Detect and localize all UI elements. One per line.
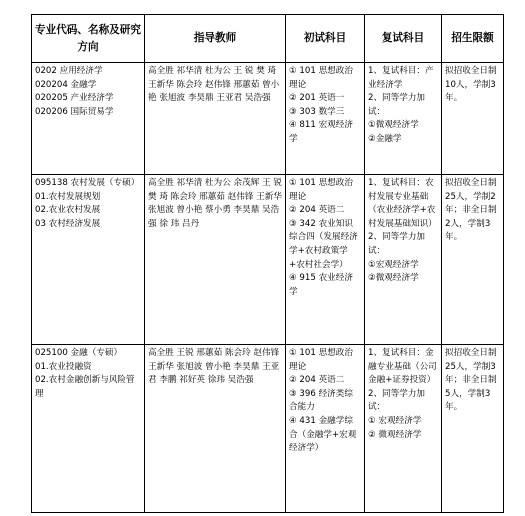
cell-major: 095138 农村发展（专硕） 01.农村发展规划 02.农业农村发展 03 农村经济发展 <box>32 175 145 345</box>
cell-supervisors: 高全胜 祁华清 杜为公 王 锐 樊 琦 王新华 陈会玲 赵伟锋 邢蕙茹 曾小艳 张旭波 李昊鼎 王亚君 吴浩强 <box>145 63 286 175</box>
cell-initial-exam: ① 101 思想政治理论 ② 204 英语二 ③ 396 经济类综合能力 ④ 431 金融学综合（金融学+宏观经济学） <box>286 345 365 513</box>
cell-quota: 拟招收全日制25人，学制3年；非全日制5人，学制3年。 <box>442 345 504 513</box>
cell-quota: 拟招收全日制10人，学制3年。 <box>442 63 504 175</box>
table-header-row <box>32 15 504 63</box>
cell-retest: 1、复试科目：农村发展专业基础（农业经济学+农村发展基础知识） 2、同等学力加试： ①宏观经济学 ②微观经济学 <box>365 175 442 345</box>
table-row <box>32 345 504 513</box>
cell-major: 0202 应用经济学 020204 金融学 020205 产业经济学 020206 国际贸易学 <box>32 63 145 175</box>
cell-major: 025100 金融（专硕） 01.农业投融资 02.农村金融创新与风险管理 <box>32 345 145 513</box>
admissions-table <box>31 14 504 513</box>
cell-retest: 1、复试科目：金融专业基础（公司金融+证券投资） 2、同等学力加试： ① 宏观经济学 ② 微观经济学 <box>365 345 442 513</box>
header-initial-exam: 初试科目 <box>286 15 365 63</box>
header-major: 专业代码、名称及研究方向 <box>32 15 145 63</box>
table-row <box>32 175 504 345</box>
cell-retest: 1、复试科目：产业经济学 2、同等学力加试： ①微观经济学 ②金融学 <box>365 63 442 175</box>
header-supervisors: 指导教师 <box>145 15 286 63</box>
header-quota: 招生限额 <box>442 15 504 63</box>
cell-initial-exam: ① 101 思想政治理论 ② 204 英语二 ③ 342 农业知识综合四（发展经济学+农村政策学+农村社会学） ④ 915 农业经济学 <box>286 175 365 345</box>
cell-initial-exam: ① 101 思想政治理论 ② 201 英语一 ③ 303 数学三 ④ 811 宏观经济学 <box>286 63 365 175</box>
cell-supervisors: 高全胜 王锐 邢蕙茹 陈会玲 赵伟锋 王新华 张旭波 曾小艳 李昊鼎 王亚君 李鹏 祁好英 徐玮 吴浩强 <box>145 345 286 513</box>
cell-quota: 拟招收全日制25人，学制2年；非全日制2人，学制3年。 <box>442 175 504 345</box>
table-row <box>32 63 504 175</box>
cell-supervisors: 高全胜 祁华清 杜为公 余茂辉 王 锐 樊 琦 陈会玲 邢蕙茹 赵伟锋 王新华 张旭波 曾小艳 蔡小勇 李昊鼎 吴浩强 徐 玮 吕丹 <box>145 175 286 345</box>
header-retest: 复试科目 <box>365 15 442 63</box>
